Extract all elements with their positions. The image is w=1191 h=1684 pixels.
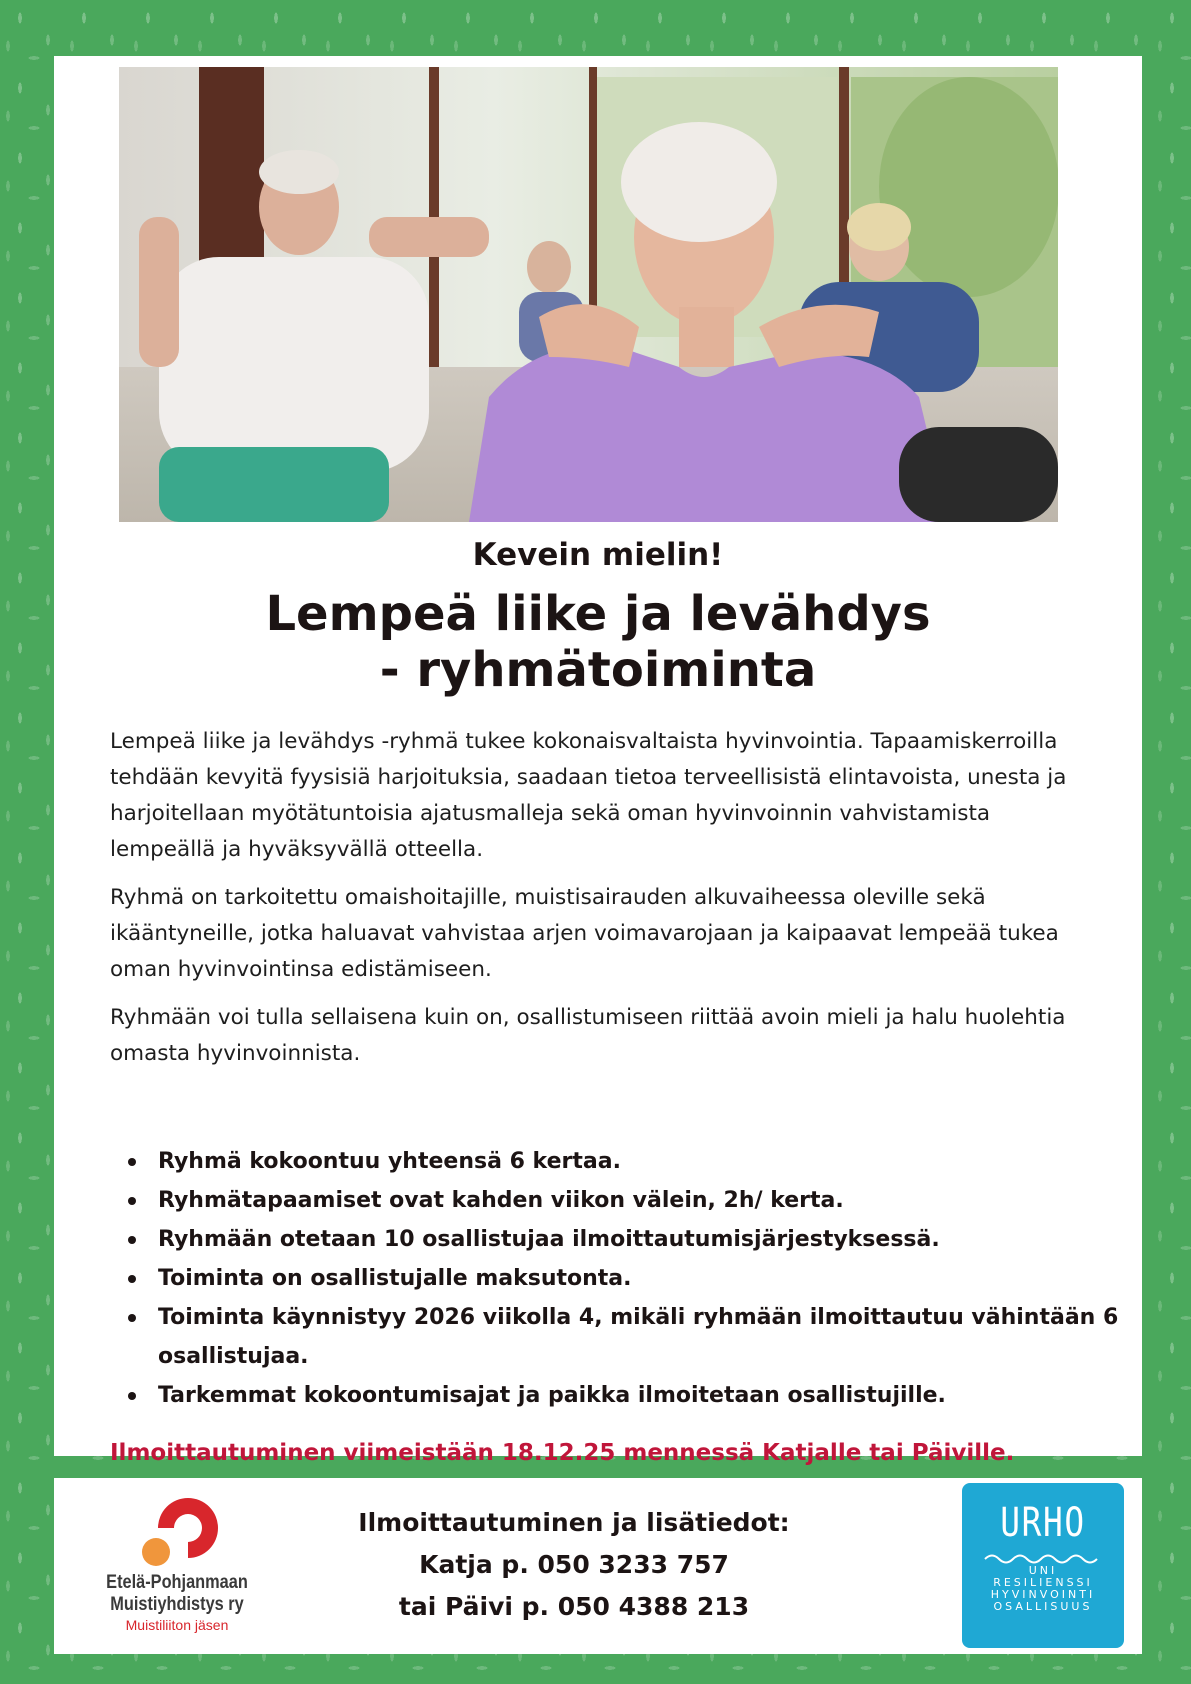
description-paragraph-1: Lempeä liike ja levähdys -ryhmä tukee kokonaisvaltaista hyvinvointia. Tapaamiskerroilla tehdään kevyitä fyysisiä harjoituksia, saadaan tietoa terveellisistä elintavoista, unesta ja harjoitellaan myötätuntoisia ajatusmalleja sekä oman hyvinvoinnin vahvistamista lempeällä ja hyväksyvällä otteella. (110, 729, 1067, 862)
logo-member-tagline: Muistiliiton jäsen (125, 1617, 229, 1633)
description (110, 724, 1090, 1084)
contact-katja: Katja p. 050 3233 757 (419, 1550, 729, 1579)
muistiyhdistys-logo (87, 1488, 267, 1648)
details-list-item: Ryhmään otetaan 10 osallistujaa ilmoittautumisjärjestyksessä. (110, 1220, 1120, 1259)
contact-heading: Ilmoittautuminen ja lisätiedot: (358, 1508, 790, 1537)
urho-line-hyvinvointi: HYVINVOINTI (990, 1588, 1096, 1601)
details-list-item: Toiminta käynnistyy 2026 viikolla 4, mikäli ryhmään ilmoittautuu vähintään 6 osallistujaa. (110, 1298, 1120, 1376)
details-list (110, 1142, 1120, 1415)
muistiyhdistys-logo-mark (132, 1488, 222, 1572)
urho-line-resilienssi: RESILIENSSI (993, 1576, 1093, 1589)
details-list-item: Ryhmä kokoontuu yhteensä 6 kertaa. (110, 1142, 1120, 1181)
urho-brand: URHO (1000, 1500, 1086, 1546)
poster-subtitle: Kevein mielin! (472, 537, 724, 573)
wave-icon (983, 1549, 1103, 1565)
poster-title-line-2: - ryhmätoiminta (379, 642, 817, 698)
poster-title-line-1: Lempeä liike ja levähdys (265, 586, 931, 642)
seniors-exercise-photo (119, 67, 1058, 522)
urho-line-osallisuus: OSALLISUUS (993, 1600, 1093, 1613)
poster-title (54, 586, 1142, 698)
details-list-item: Toiminta on osallistujalle maksutonta. (110, 1259, 1120, 1298)
poster-panel (54, 56, 1142, 1466)
description-paragraph-3: Ryhmään voi tulla sellaisena kuin on, osallistumiseen riittää avoin mieli ja halu huolehtia omasta hyvinvoinnista. (110, 1005, 1066, 1066)
registration-deadline: Ilmoittautuminen viimeistään 18.12.25 mennessä Katjalle tai Päiville. (110, 1440, 1015, 1466)
urho-line-uni: UNI (1028, 1564, 1058, 1577)
details-list-item: Ryhmätapaamiset ovat kahden viikon välein, 2h/ kerta. (110, 1181, 1120, 1220)
description-paragraph-2: Ryhmä on tarkoitettu omaishoitajille, muistisairauden alkuvaiheessa oleville sekä ikääntyneille, jotka haluavat vahvistaa arjen voimavarojaan ja kaipaavat lempeää tukea oman hyvinvointinsa edistämiseen. (110, 885, 1059, 982)
logo-org-name-line-2: Muistiyhdistys ry (110, 1594, 244, 1615)
details-list-item: Tarkemmat kokoontumisajat ja paikka ilmoitetaan osallistujille. (110, 1376, 1120, 1415)
contact-info (334, 1502, 814, 1628)
urho-logo (962, 1483, 1124, 1648)
footer (54, 1478, 1142, 1654)
logo-org-name-line-1: Etelä-Pohjanmaan (106, 1572, 248, 1593)
contact-paivi: tai Päivi p. 050 4388 213 (398, 1592, 750, 1621)
